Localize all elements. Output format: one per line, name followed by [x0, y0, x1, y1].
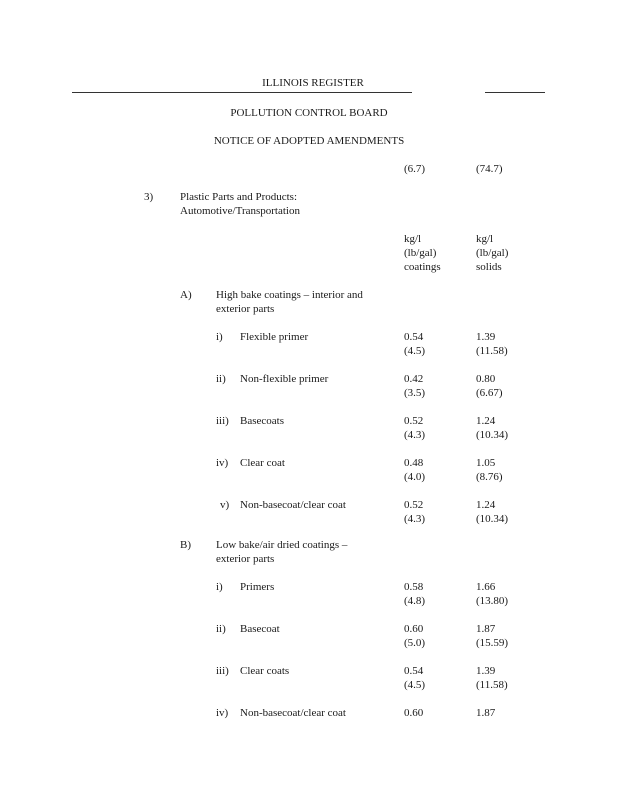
coatings-header-line: kg/l: [404, 233, 422, 245]
item-coatings-value: 0.52: [404, 415, 424, 427]
item-solids-value: 1.87: [476, 623, 496, 635]
item-solids-value-lb: (10.34): [476, 513, 509, 525]
item-label: Non-flexible primer: [240, 373, 329, 385]
item-solids-value: 1.39: [476, 665, 496, 677]
solids-header-line: (lb/gal): [476, 247, 509, 259]
carryover-solids: (74.7): [476, 163, 503, 175]
item-solids-value: 1.87: [476, 707, 496, 719]
item-number: i): [216, 581, 223, 593]
item-coatings-value-lb: (4.0): [404, 471, 426, 483]
subsection-b-letter: B): [180, 539, 191, 551]
item-solids-value: 1.39: [476, 331, 496, 343]
item-number: i): [216, 331, 223, 343]
item-solids-value: 0.80: [476, 373, 496, 385]
item-coatings-value-lb: (4.3): [404, 429, 426, 441]
item-label: Primers: [240, 581, 275, 593]
item-coatings-value-lb: (4.8): [404, 595, 426, 607]
item-solids-value-lb: (6.67): [476, 387, 503, 399]
item-solids-value: 1.24: [476, 415, 496, 427]
item-coatings-value-lb: (4.5): [404, 345, 426, 357]
item-label: Flexible primer: [240, 331, 309, 343]
item-solids-value: 1.66: [476, 581, 496, 593]
item-coatings-value: 0.54: [404, 331, 424, 343]
item-number: iv): [216, 457, 229, 469]
item-coatings-value: 0.52: [404, 499, 424, 511]
subsection-b-title-line2: exterior parts: [216, 553, 275, 565]
register-title: ILLINOIS REGISTER: [200, 76, 426, 90]
column-header-solids: [476, 232, 508, 274]
solids-header-line: kg/l: [476, 233, 494, 245]
item-coatings-value: 0.60: [404, 623, 424, 635]
item-label: Non-basecoat/clear coat: [240, 499, 346, 511]
item-number: ii): [216, 373, 226, 385]
item-label: Basecoat: [240, 623, 280, 635]
item-solids-value-lb: (8.76): [476, 471, 503, 483]
coatings-header-line: (lb/gal): [404, 247, 437, 259]
item-solids-value-lb: (15.59): [476, 637, 509, 649]
notice-title: NOTICE OF ADOPTED AMENDMENTS: [213, 135, 405, 147]
item-coatings-value-lb: (3.5): [404, 387, 426, 399]
section-title-line1: Plastic Parts and Products:: [180, 191, 298, 203]
item-coatings-value-lb: (5.0): [404, 637, 426, 649]
subsection-b-title-line1: Low bake/air dried coatings –: [216, 539, 348, 551]
item-label: Non-basecoat/clear coat: [240, 707, 346, 719]
section-number: 3): [144, 191, 154, 203]
item-label: Clear coat: [240, 457, 285, 469]
item-number: v): [220, 499, 230, 511]
subsection-a-title-line1: High bake coatings – interior and: [216, 289, 363, 301]
subsection-a-letter: A): [180, 289, 192, 301]
item-solids-value-lb: (13.80): [476, 595, 509, 607]
item-solids-value: 1.05: [476, 457, 496, 469]
item-solids-value-lb: (10.34): [476, 429, 509, 441]
coatings-header-line: coatings: [404, 261, 441, 273]
solids-header-line: solids: [476, 261, 502, 273]
carryover-coatings: (6.7): [404, 163, 426, 175]
item-coatings-value-lb: (4.5): [404, 679, 426, 691]
subsection-a-title-line2: exterior parts: [216, 303, 275, 315]
item-coatings-value: 0.48: [404, 457, 424, 469]
item-label: Clear coats: [240, 665, 290, 677]
item-number: ii): [216, 623, 226, 635]
header-rule-right: [485, 92, 545, 93]
board-title: POLLUTION CONTROL BOARD: [230, 107, 388, 119]
item-coatings-value: 0.60: [404, 707, 424, 719]
item-solids-value-lb: (11.58): [476, 345, 508, 357]
header-rule-left: [72, 92, 412, 93]
item-solids-value: 1.24: [476, 499, 496, 511]
column-header-coatings: [404, 232, 441, 274]
item-coatings-value-lb: (4.3): [404, 513, 426, 525]
item-coatings-value: 0.42: [404, 373, 424, 385]
item-label: Basecoats: [240, 415, 284, 427]
item-number: iii): [216, 415, 229, 427]
item-coatings-value: 0.58: [404, 581, 424, 593]
item-solids-value-lb: (11.58): [476, 679, 508, 691]
item-number: iv): [216, 707, 229, 719]
item-number: iii): [216, 665, 229, 677]
item-coatings-value: 0.54: [404, 665, 424, 677]
section-title-line2: Automotive/Transportation: [180, 205, 300, 217]
